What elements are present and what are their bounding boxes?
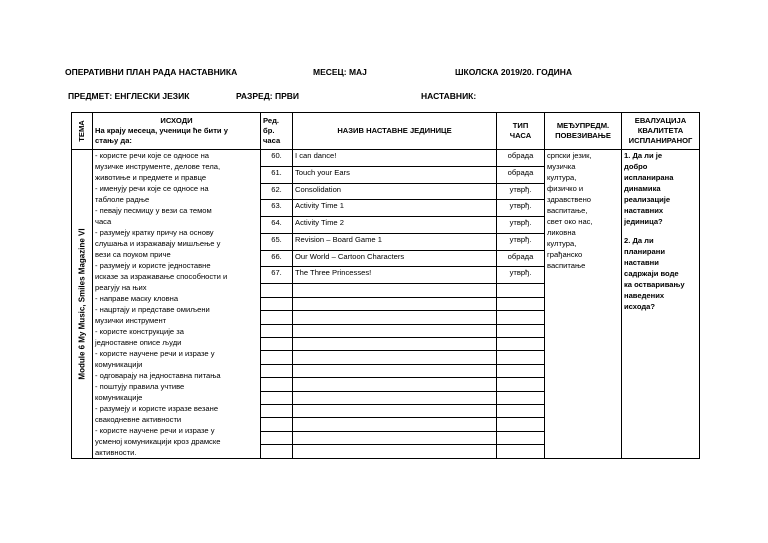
lesson-title: Touch your Ears (293, 166, 497, 183)
column-header-tema: ТЕМА (72, 113, 93, 150)
lesson-type (497, 337, 545, 350)
plan-title: ОПЕРАТИВНИ ПЛАН РАДА НАСТАВНИКА (65, 67, 238, 77)
lesson-title (293, 297, 497, 310)
outcome-line: - разумеју и користе једноставне (95, 261, 211, 270)
lesson-type (497, 311, 545, 324)
lesson-number (261, 324, 293, 337)
lesson-number: 67. (261, 267, 293, 284)
evaluation-line: наставни (624, 258, 659, 267)
lesson-title (293, 311, 497, 324)
correlation-line: култура, (547, 239, 577, 248)
correlation-line: култура, (547, 173, 577, 182)
evaluation-line: наставних (624, 206, 664, 215)
correlation-line: физичко и (547, 184, 584, 193)
outcome-line: - одговарају на једноставна питања (95, 371, 221, 380)
lesson-title: Activity Time 1 (293, 200, 497, 217)
column-header-lesson-type: ТИП ЧАСА (497, 113, 545, 150)
lesson-number (261, 418, 293, 431)
evaluation-line: наведених (624, 291, 665, 300)
outcome-line: активности. (95, 448, 137, 457)
plan-table (71, 112, 700, 459)
correlation-line: музичка (547, 162, 576, 171)
outcome-line: - именују речи које се односе на (95, 184, 209, 193)
lesson-type (497, 405, 545, 418)
lesson-title (293, 418, 497, 431)
outcome-line: таблоле радње (95, 195, 150, 204)
correlation-line: васпитање (547, 261, 586, 270)
lesson-type: утврђ. (497, 233, 545, 250)
lesson-number (261, 297, 293, 310)
lesson-number (261, 311, 293, 324)
subject-label: ПРЕДМЕТ: ЕНГЛЕСКИ ЈЕЗИК (68, 91, 190, 101)
lesson-type (497, 284, 545, 297)
evaluation-line: испланирана (624, 173, 674, 182)
outcome-line: - користе научене речи и изразе у (95, 349, 215, 358)
lesson-type (497, 378, 545, 391)
outcome-line: музички инструмент (95, 316, 167, 325)
lesson-type: обрада (497, 150, 545, 167)
correlation-line: српски језик, (547, 151, 592, 160)
lesson-type: утврђ. (497, 200, 545, 217)
evaluation-line: 1. Да ли је (624, 151, 663, 160)
column-header-lesson-title: НАЗИВ НАСТАВНЕ ЈЕДИНИЦЕ (293, 113, 497, 150)
outcome-line: животиње и предмете и правце (95, 173, 207, 182)
outcome-line: усменој комуникацији кроз драмске (95, 437, 221, 446)
evaluation-line: динамика (624, 184, 661, 193)
lesson-type: утврђ. (497, 267, 545, 284)
outcome-line: свакодневне активности (95, 415, 182, 424)
lesson-title (293, 364, 497, 377)
lesson-number: 66. (261, 250, 293, 267)
lesson-type (497, 391, 545, 404)
outcome-line: - разумеју и користе изразе везане (95, 404, 219, 413)
lesson-title: Revision – Board Game 1 (293, 233, 497, 250)
lesson-number: 64. (261, 217, 293, 234)
lesson-type: утврђ. (497, 183, 545, 200)
outcome-line: исказе за изражавање способности и (95, 272, 228, 281)
tema-value: Module 6 My Music, Smiles Magazine VI (77, 228, 87, 380)
lesson-type (497, 445, 545, 459)
lesson-title (293, 284, 497, 297)
lesson-number: 63. (261, 200, 293, 217)
lesson-number (261, 337, 293, 350)
correlation-line: ликовна (547, 228, 576, 237)
lesson-number (261, 445, 293, 459)
evaluation-line: добро (624, 162, 648, 171)
column-header-evaluation: ЕВАЛУАЦИЈА КВАЛИТЕТА ИСПЛАНИРАНОГ (622, 113, 700, 150)
outcome-line: - користе научене речи и изразе у (95, 426, 215, 435)
lesson-title (293, 405, 497, 418)
column-header-lesson-number: Ред. бр. часа (261, 113, 293, 150)
outcome-line: реагују на њих (95, 283, 147, 292)
lesson-title: Our World – Cartoon Characters (293, 250, 497, 267)
lesson-title (293, 391, 497, 404)
lesson-number: 60. (261, 150, 293, 167)
lesson-title (293, 337, 497, 350)
outcome-line: комуникацији (95, 360, 143, 369)
lesson-number (261, 378, 293, 391)
outcome-line: једноставне описе људи (95, 338, 182, 347)
outcome-line: - поштују правила учтиве (95, 382, 185, 391)
outcome-line: - користе конструкције за (95, 327, 184, 336)
grade-label: РАЗРЕД: ПРВИ (236, 91, 299, 101)
lesson-number (261, 351, 293, 364)
teacher-label: НАСТАВНИК: (421, 91, 477, 101)
lesson-number (261, 391, 293, 404)
lesson-type: обрада (497, 166, 545, 183)
outcome-line: - користе речи које се односе на (95, 151, 209, 160)
outcome-line: - нацртају и представе омиљени (95, 305, 210, 314)
evaluation-line (624, 227, 697, 235)
outcome-line: - направе маску кловна (95, 294, 179, 303)
lesson-title: The Three Princesses! (293, 267, 497, 284)
lesson-row (72, 150, 700, 167)
lesson-number (261, 284, 293, 297)
outcome-line: вези са поуком приче (95, 250, 171, 259)
column-header-outcomes: ИСХОДИ На крају месеца, ученици ће бити у стању да: (93, 113, 261, 150)
outcome-line: - певају песмицу у вези са темом (95, 206, 212, 215)
correlation-line: здравствено (547, 195, 592, 204)
lesson-type (497, 431, 545, 444)
lesson-title (293, 431, 497, 444)
lesson-title (293, 378, 497, 391)
correlation-line: васпитање, (547, 206, 588, 215)
month-label: МЕСЕЦ: МАЈ (313, 67, 367, 77)
lesson-title (293, 445, 497, 459)
lesson-type (497, 297, 545, 310)
lesson-title: Activity Time 2 (293, 217, 497, 234)
lesson-type (497, 364, 545, 377)
outcomes-cell (93, 150, 261, 459)
evaluation-line: реализације (624, 195, 671, 204)
lesson-title: I can dance! (293, 150, 497, 167)
lesson-number (261, 431, 293, 444)
lesson-number: 61. (261, 166, 293, 183)
correlation-cell (545, 150, 622, 459)
lesson-title (293, 324, 497, 337)
outcome-line: музичке инструменте, делове тела, (95, 162, 221, 171)
lesson-type (497, 418, 545, 431)
lesson-type (497, 351, 545, 364)
evaluation-line: планирани (624, 247, 666, 256)
lesson-number: 62. (261, 183, 293, 200)
correlation-line: грађанско (547, 250, 583, 259)
tema-cell (72, 150, 93, 459)
lesson-type (497, 324, 545, 337)
evaluation-cell (622, 150, 700, 459)
lesson-type: обрада (497, 250, 545, 267)
column-header-correlation: МЕЂУПРЕДМ. ПОВЕЗИВАЊЕ (545, 113, 622, 150)
school-year-label: ШКОЛСКА 2019/20. ГОДИНА (455, 67, 573, 77)
lesson-number (261, 405, 293, 418)
outcome-line: слушања и изражавају мишљење у (95, 239, 221, 248)
lesson-number: 65. (261, 233, 293, 250)
evaluation-line: исхода? (624, 302, 656, 311)
evaluation-line: ка остваривању (624, 280, 685, 289)
evaluation-line: јединица? (624, 217, 663, 226)
evaluation-line: 2. Да ли (624, 236, 654, 245)
lesson-title: Consolidation (293, 183, 497, 200)
lesson-number (261, 364, 293, 377)
outcome-line: - разумеју кратку причу на основу (95, 228, 214, 237)
evaluation-line: садржаји воде (624, 269, 679, 278)
lesson-title (293, 351, 497, 364)
correlation-line: свет око нас, (547, 217, 593, 226)
lesson-type: утврђ. (497, 217, 545, 234)
outcome-line: комуникације (95, 393, 143, 402)
outcome-line: часа (95, 217, 112, 226)
